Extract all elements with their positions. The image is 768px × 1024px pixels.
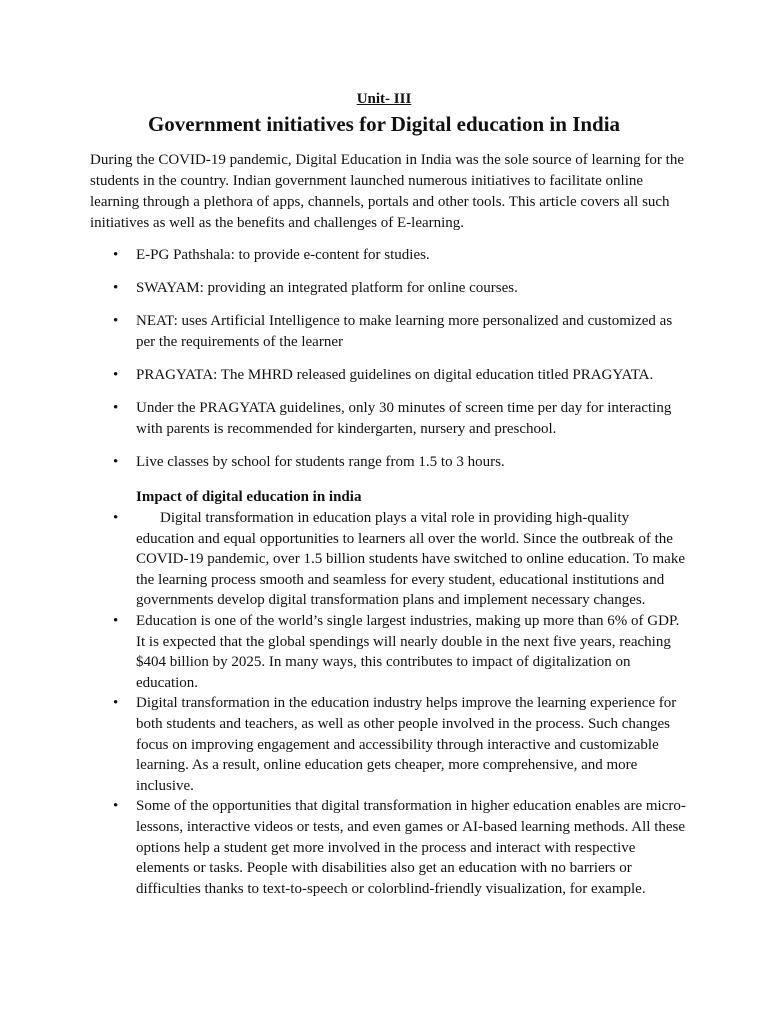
- list-item: [90, 508, 690, 611]
- page-title: Government initiatives for Digital education in India: [147, 112, 621, 136]
- list-item: [90, 365, 690, 386]
- bullet-icon: •: [113, 247, 119, 263]
- impact-list: [90, 508, 690, 899]
- bullet-icon: •: [113, 367, 119, 383]
- list-item: [90, 398, 690, 440]
- bullet-icon: •: [113, 280, 119, 296]
- bullet-icon: •: [113, 798, 119, 815]
- initiative-text: Live classes by school for students range from 1.5 to 3 hours.: [136, 454, 505, 470]
- impact-text: Digital transformation in education plays a vital role in providing high-quality education and equal opportunities to learners all over the world. Since the outbreak of the COVID-19 pandemic, over 1.5 billion students have switched to online education. To make the learning process smooth and seamless for every student, educational institutions and governments develop digital transformation plans and implement necessary changes.: [136, 510, 685, 609]
- bullet-icon: •: [113, 510, 119, 526]
- list-item: [90, 278, 690, 299]
- list-item: [90, 245, 690, 266]
- initiatives-list: [90, 245, 690, 485]
- initiative-text: PRAGYATA: The MHRD released guidelines on digital education titled PRAGYATA.: [136, 367, 654, 383]
- section-heading: Impact of digital education in india: [136, 489, 362, 505]
- list-item: [90, 311, 690, 353]
- intro-paragraph: During the COVID-19 pandemic, Digital Education in India was the sole source of learning for the students in the country. Indian government launched numerous initiatives to facilitate online learning through a plethora of apps, channels, portals and other tools. This article covers all such initiatives as well as the benefits and challenges of E-learning.: [90, 152, 685, 231]
- unit-label: Unit- III: [356, 91, 412, 107]
- bullet-icon: •: [113, 313, 119, 329]
- bullet-icon: •: [113, 400, 119, 416]
- bullet-icon: •: [113, 454, 119, 470]
- bullet-icon: •: [113, 612, 119, 629]
- initiative-text: E-PG Pathshala: to provide e-content for studies.: [136, 247, 430, 263]
- list-item: [90, 693, 690, 796]
- initiative-text: Under the PRAGYATA guidelines, only 30 minutes of screen time per day for interacting with parents is recommended for kindergarten, nursery and preschool.: [136, 400, 672, 437]
- initiative-text: SWAYAM: providing an integrated platform for online courses.: [136, 280, 518, 296]
- impact-text: Some of the opportunities that digital transformation in higher education enables are micro-lessons, interactive videos or tests, and even games or AI-based learning methods. All these options help a student get more involved in the process and interact with respective elements or tasks. People with disabilities also get an education with no barriers or difficulties thanks to text-to-speech or colorblind-friendly visualization, for example.: [136, 798, 686, 897]
- impact-text: Digital transformation in the education industry helps improve the learning experience for both students and teachers, as well as other people involved in the process. Such changes focus on improving engagement and accessibility through interactive and customizable learning. As a result, online education gets cheaper, more comprehensive, and more inclusive.: [136, 695, 677, 794]
- list-item: [90, 796, 690, 899]
- bullet-icon: •: [113, 695, 119, 712]
- list-item: [90, 452, 690, 473]
- impact-text: Education is one of the world’s single largest industries, making up more than 6% of GDP. It is expected that the global spendings will nearly double in the next five years, reaching $404 billion by 2025. In many ways, this contributes to impact of digitalization on education.: [136, 612, 680, 691]
- list-item: [90, 611, 690, 693]
- initiative-text: NEAT: uses Artificial Intelligence to make learning more personalized and customized as per the requirements of the learner: [136, 313, 673, 350]
